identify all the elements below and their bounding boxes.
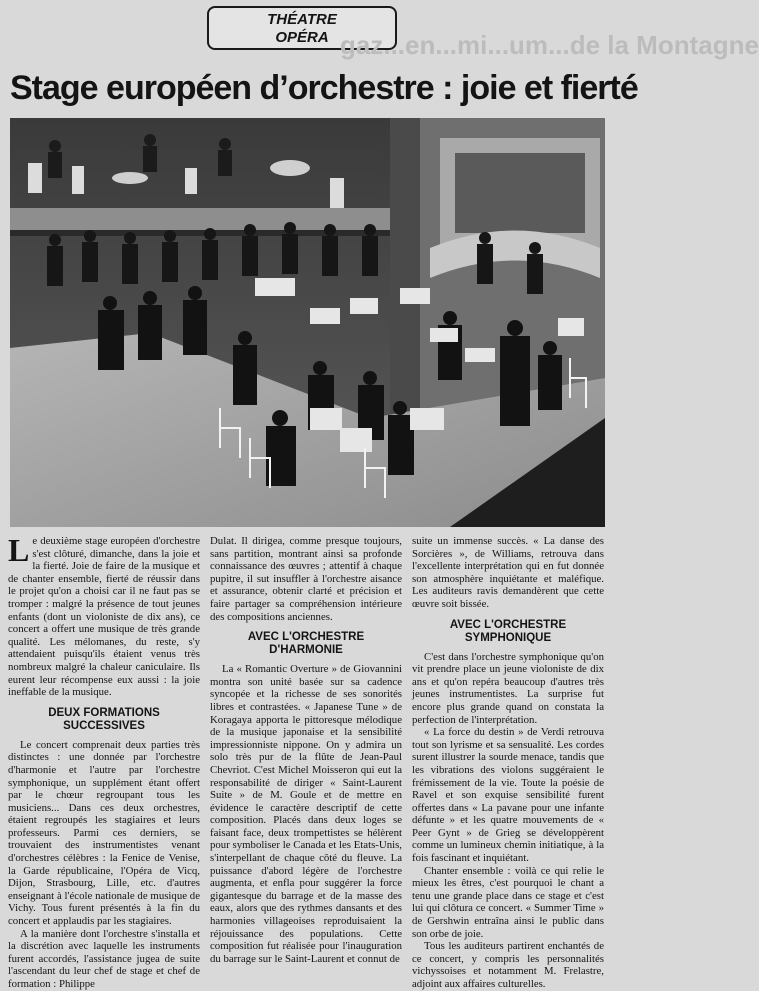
subheading-harmonie: AVEC L'ORCHESTRE D'HARMONIE (247, 631, 365, 657)
paragraph: Tous les auditeurs partirent enchantés de ce concert, y compris les personnalités vichyssoises et notamment M. Frelastre, adjoint aux affaires culturelles. (412, 940, 604, 990)
paragraph: C'est dans l'orchestre symphonique qu'on vit prendre place un jeune violoniste de dix ans et qu'on repéra beaucoup d'autres très jeunes instrumentistes. La surprise fut encore plus grande quand on constata la perfection de l'interprétation. (412, 650, 604, 726)
paragraph: Le concert comprenait deux parties très distinctes : une donnée par l'orchestre d'harmonie et l'autre par l'orchestre symphonique, un supplément étant offert par le chœur regroupant tous les musiciens... Dans ces deux orchestres, étaient regroupés les stagiaires et leurs professeurs. Parmi ces derniers, se trouvaient des instrumentistes venant d'orchestres célèbres : la Fenice de Venise, la Garde républicaine, l'Opéra de Vicq, Dijon, Strasbourg, Lille, etc. d'autres enseignant à l'école nationale de musique de Vichy. Tous furent présentés à la fin du concert et applaudis par les stagiaires. (8, 738, 200, 928)
rubric-theatre: THÉATRE (267, 11, 337, 28)
paragraph: « La force du destin » de Verdi retrouva tout son lyrisme et sa sensualité. Les cordes surent illustrer la sourde menace, tandis que les vibrations des violons suggéraient le frémissement de la vie. Toute la poésie de Ravel et son exquise sensibilité furent offertes dans « La pavane pour une infante défunte » et les quatre mouvements de « Peer Gynt » de Grieg se développèrent comme un lumineux chemin initiatique, à la fois fascinant et inquiétant. (412, 726, 604, 865)
orchestra-photo (10, 118, 605, 527)
paragraph: La « Romantic Overture » de Giovannini montra son unité basée sur sa cadence syncopée et la richesse de ses sonorités libres et contrastées. « Japanese Tune » de Koragaya apporta le pittoresque mélodique de la musique japonaise et la sensibilité impressionniste nippone. On y admira un solo très pur de la flûte de Jean-Paul Chevriot. C'est Michel Moisseron qui eut la responsabilité de diriger « Saint-Laurent Suite » de M. Goule et de mettre en évidence le caractère descriptif de cette composition. Placés dans deux loges se faisant face, deux trompettistes se hélèrent pour symboliser le Canada et les Etats-Unis, s'interpellant de chaque côté du fleuve. La puissance d'abord légère de l'orchestre augmenta, et enfla pour suggérer la force gigantesque du barrage et de la masse des eaux, alors que des rythmes dansants et des harmonies villageoises reproduisaient la réjouissance des populations. Cette composition fut réalisée pour l'inauguration du barrage sur le Saint-Laurent et connut de (210, 663, 402, 965)
article-column-2 (210, 535, 402, 965)
lead-paragraph: Le deuxième stage européen d'orchestre s'est clôturé, dimanche, dans la joie et la fierté. Joie de faire de la musique et de chanter ensemble, fierté de réussir dans le projet qu'on a choisi car il ne faut pas se tromper : malgré la présence de tout jeunes enfants (dont un violoniste de dix ans), ce concert a offert une musique de très grande qualité. Les mélomanes, du reste, s'y attendaient puisqu'ils étaient venus très nombreux malgré la chaleur caniculaire. Ils eurent leur récompense eux aussi : la joie ineffable de la musique. (8, 532, 200, 699)
paragraph: Dulat. Il dirigea, comme presque toujours, sans partition, montrant ainsi sa profonde connaissance des œuvres ; attentif à chaque pupitre, il sut insuffler à l'orchestre aisance et assurance, obtenir clarté et précision et faire partager sa compréhension intérieure des compositions anciennes. (210, 535, 402, 623)
article-column-1 (8, 532, 200, 991)
drop-cap: L (8, 532, 30, 568)
paragraph: A la manière dont l'orchestre s'installa et la discrétion avec laquelle les instruments furent accordés, l'assistance jugea de suite l'ascendant du leur chef de stage et chef de formation : Philippe (8, 927, 200, 990)
rubric-opera: OPÉRA (275, 29, 329, 46)
paragraph: suite un immense succès. « La danse des Sorcières », de Williams, retrouva dans l'excellente interprétation qui en fut donnée son atmosphère inquiétante et maléfique. Les auditeurs ravis demandèrent que cette œuvre soit bissée. (412, 535, 604, 610)
subheading-symphonique: AVEC L'ORCHESTRE SYMPHONIQUE (449, 618, 567, 644)
article-column-3 (412, 535, 604, 991)
paragraph: Chanter ensemble : voilà ce qui relie le mieux les êtres, c'est pourquoi le chant a tenu une grande place dans ce stage et c'est lui qui clôtura ce concert. « Summer Time » de Gershwin entraîna ainsi le public dans son orbe de joie. (412, 864, 604, 940)
subheading-deux-formations: DEUX FORMATIONS SUCCESSIVES (48, 706, 160, 732)
article-headline: Stage européen d’orchestre : joie et fierté (10, 69, 638, 107)
show-through-text: gaz...en...mi...um...de la Montagne (340, 30, 759, 60)
